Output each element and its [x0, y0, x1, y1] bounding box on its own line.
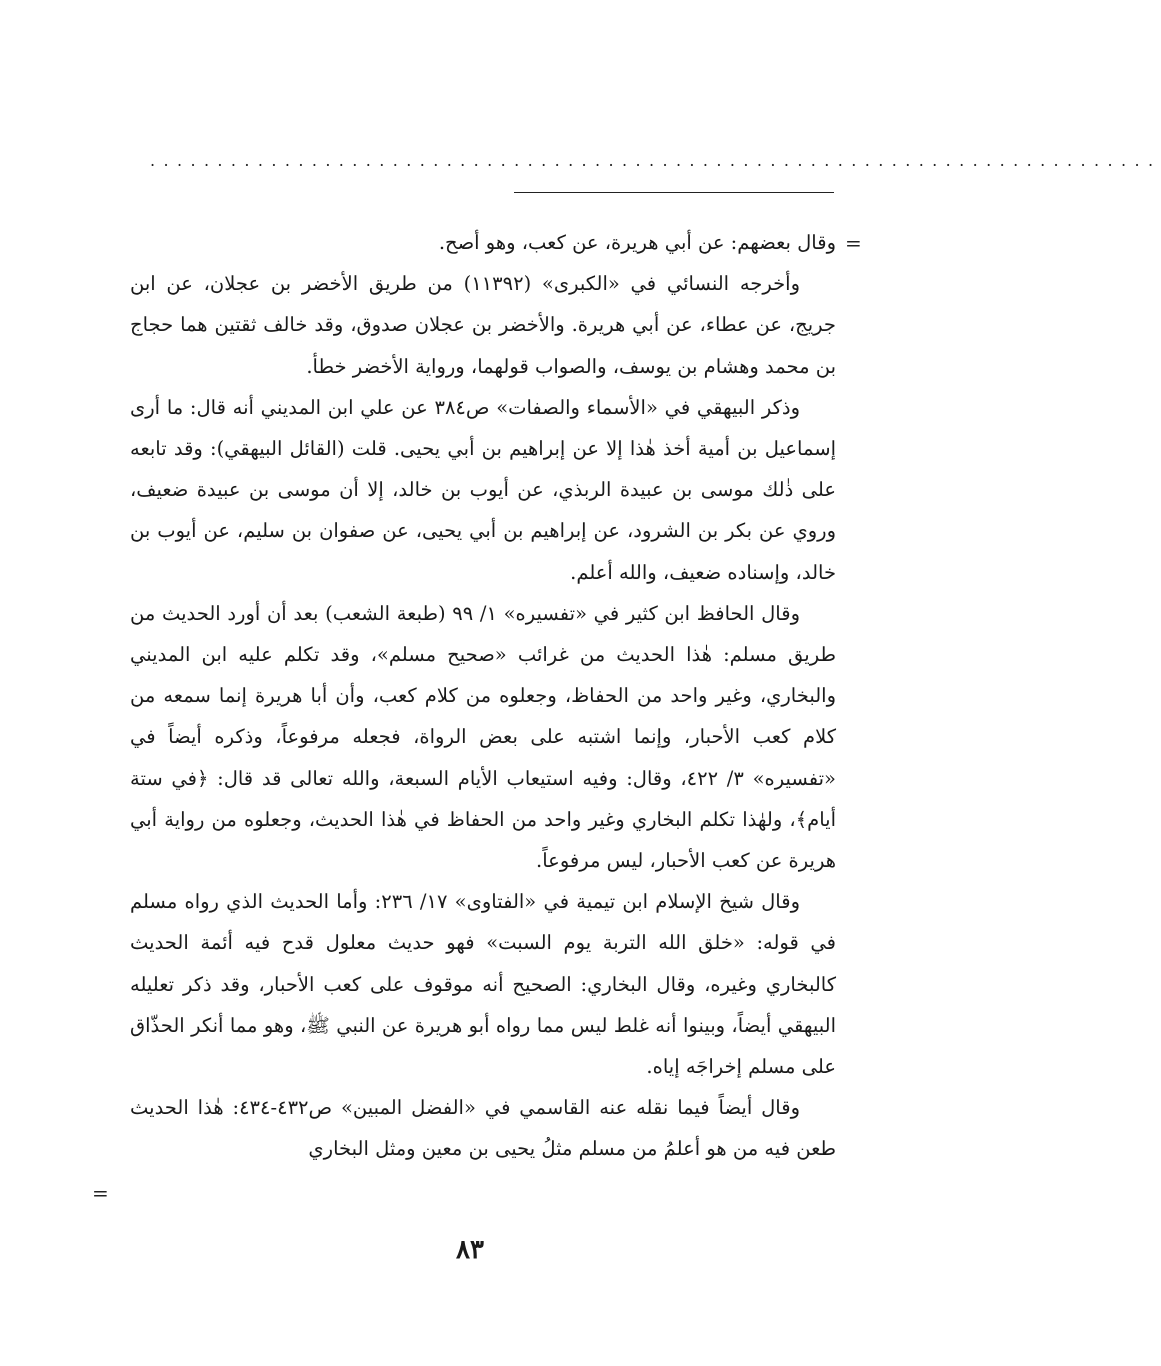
footnote-paragraph: وأخرجه النسائي في «الكبرى» (١١٣٩٢) من طريق الأخضر بن عجلان، عن ابن جريج، عن عطاء، عن أبي هريرة. والأخضر بن عجلان صدوق، وقد خالف ثقتين هما حجاج بن محمد وهشام بن يوسف، والصواب قولهما، ورواية الأخضر خطأ. [130, 272, 836, 378]
continuation-mark-top: = [845, 231, 862, 255]
footnote-paragraph: وقال شيخ الإسلام ابن تيمية في «الفتاوى» ١٧/ ٢٣٦: وأما الحديث الذي رواه مسلم في قوله: «خلق الله التربة يوم السبت» فهو حديث معلول قدح فيه أئمة الحديث كالبخاري وغيره، وقال البخاري: الصحيح أنه موقوف على كعب الأحبار، وقد ذكر تعليله البيهقي أيضاً، وبينوا أنه غلط ليس مما رواه أبو هريرة عن النبي ﷺ، وهو مما أنكر الحذّاق على مسلم إخراجَه إياه. [130, 890, 836, 1079]
footnote-rule [514, 192, 834, 193]
footnote-paragraph: وقال الحافظ ابن كثير في «تفسيره» ١/ ٩٩ (طبعة الشعب) بعد أن أورد الحديث من طريق مسلم: هٰذا الحديث من غرائب «صحيح مسلم»، وقد تكلم عليه ابن المديني والبخاري، وغير واحد من الحفاظ، وجعلوه من كلام كعب، وأن أبا هريرة إنما سمعه من كلام كعب الأحبار، وإنما اشتبه على بعض الرواة، فجعله مرفوعاً، وذكره أيضاً في «تفسيره» ٣/ ٤٢٢، وقال: وفيه استيعاب الأيام السبعة، والله تعالى قد قال: ﴿في ستة أيام﴾، ولهٰذا تكلم البخاري وغير واحد من الحفاظ في هٰذا الحديث، وجعلوه من رواية أبي هريرة عن كعب الأحبار، ليس مرفوعاً. [130, 601, 836, 873]
footnote-separator-dots: ........................................................................... [150, 151, 1161, 170]
continuation-mark-bottom: = [92, 1181, 109, 1205]
footnote-paragraph: وقال أيضاً فيما نقله عنه القاسمي في «الفضل المبين» ص٤٣٢-٤٣٤: هٰذا الحديث طعن فيه من هو أعلمُ من مسلم مثلُ يحيى بن معين ومثل البخاري [130, 1096, 836, 1161]
page-number: ٨٣ [456, 1235, 484, 1265]
footnotes-block [130, 222, 836, 1170]
footnote-paragraph: وذكر البيهقي في «الأسماء والصفات» ص٣٨٤ عن علي ابن المديني أنه قال: ما أرى إسماعيل بن أمية أخذ هٰذا إلا عن إبراهيم بن أبي يحيى. قلت (القائل البيهقي): وقد تابعه على ذٰلك موسى بن عبيدة الربذي، عن أيوب بن خالد، إلا أن موسى بن عبيدة ضعيف، وروي عن بكر بن الشرود، عن إبراهيم بن أبي يحيى، عن صفوان بن سليم، عن أيوب بن خالد، وإسناده ضعيف، والله أعلم. [130, 395, 836, 584]
footnote-paragraph: وقال بعضهم: عن أبي هريرة، عن كعب، وهو أصح. [438, 231, 836, 254]
